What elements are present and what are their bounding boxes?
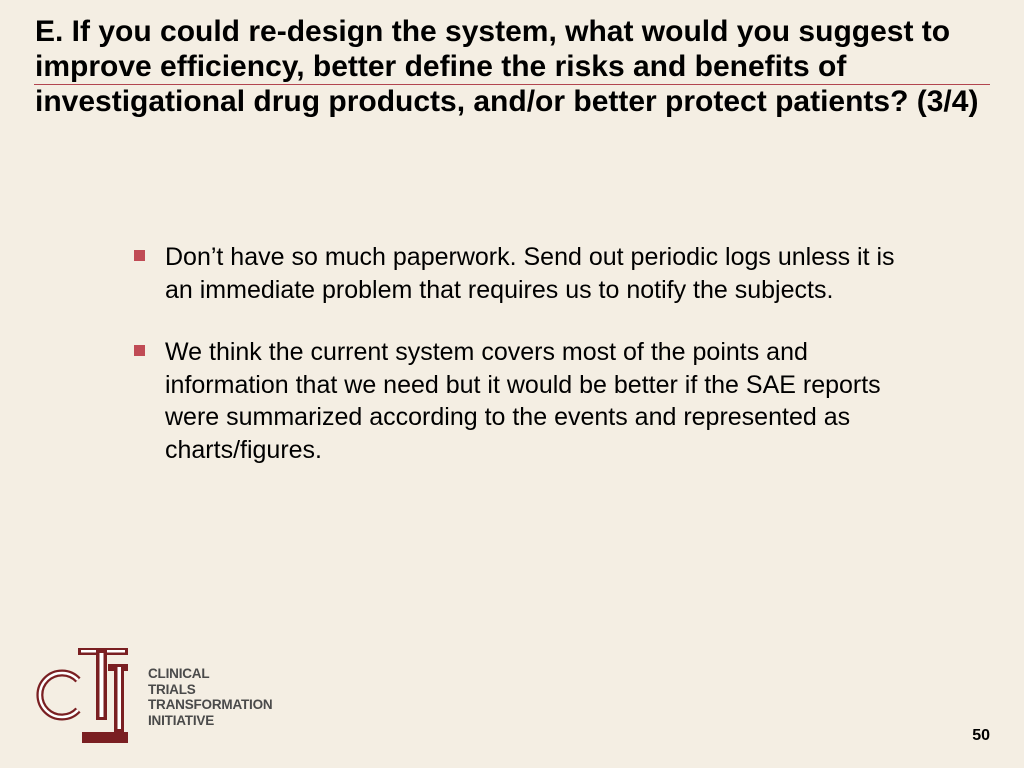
slide-title: E. If you could re-design the system, what would you suggest to improve efficiency, better define the risks and benefits of investigational drug products, and/or better protect patients? (3/4) xyxy=(35,15,979,118)
bullet-text: Don’t have so much paperwork. Send out periodic logs unless it is an immediate problem that requires us to notify the subjects. xyxy=(165,243,895,304)
bullet-list xyxy=(131,241,911,496)
logo-line: TRANSFORMATION xyxy=(148,697,273,712)
bullet-square-icon xyxy=(134,345,145,356)
logo-line: CLINICAL xyxy=(148,666,210,681)
bullet-item xyxy=(131,241,911,306)
page-number: 50 xyxy=(972,727,990,744)
logo-line: INITIATIVE xyxy=(148,712,215,728)
bullet-text: We think the current system covers most of the points and information that we need but it would be better if the SAE reports were summarized according to the events and represented as charts/figures. xyxy=(165,338,881,464)
cti-logo xyxy=(34,646,294,746)
bullet-square-icon xyxy=(134,250,145,261)
bullet-item xyxy=(131,336,911,466)
cti-logo-mark-icon xyxy=(34,646,144,746)
cti-logo-wordmark xyxy=(148,666,272,728)
logo-line: TRIALS xyxy=(148,681,196,697)
